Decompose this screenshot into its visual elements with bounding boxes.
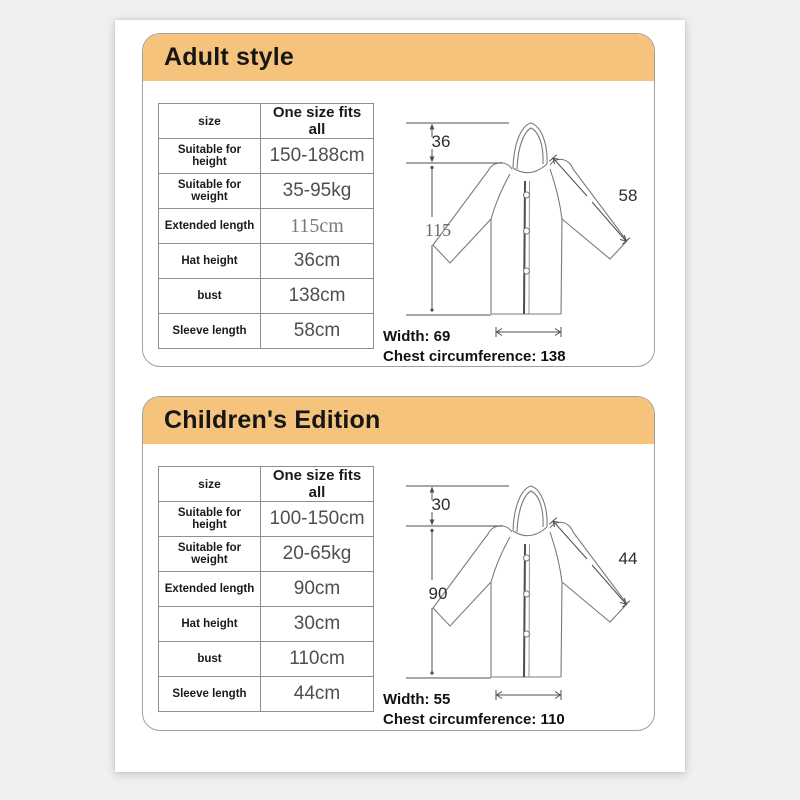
row-value: 90cm	[261, 572, 374, 607]
table-row	[159, 139, 374, 174]
table-row	[159, 279, 374, 314]
button	[524, 192, 530, 198]
button	[524, 591, 530, 597]
section-children	[142, 396, 655, 731]
size-header-value: One size fits all	[261, 104, 374, 139]
adult-section-header	[143, 34, 654, 81]
row-value: 35-95kg	[261, 174, 374, 209]
button	[524, 631, 530, 637]
sleeve-length-value: 44	[618, 549, 638, 568]
table-row	[159, 467, 374, 502]
hood-height-value: 36	[431, 132, 451, 151]
table-row	[159, 642, 374, 677]
row-value: 58cm	[261, 314, 374, 349]
row-label: Suitable for weight	[159, 174, 261, 209]
row-value: 20-65kg	[261, 537, 374, 572]
chest-circumference-label: Chest circumference: 138	[383, 348, 566, 365]
left-sleeve	[433, 163, 512, 263]
size-header-label: size	[159, 104, 261, 139]
button	[524, 268, 530, 274]
sleeve-length-value: 58	[618, 186, 638, 205]
size-header-label: size	[159, 467, 261, 502]
size-header-value: One size fits all	[261, 467, 374, 502]
width-label: Width: 55	[383, 691, 451, 708]
adult-size-table	[158, 103, 374, 349]
raincoat-drawing	[433, 486, 627, 677]
children-raincoat-diagram	[373, 458, 653, 731]
row-label: Hat height	[159, 244, 261, 279]
button	[524, 555, 530, 561]
coat-length-value: 90	[428, 584, 448, 603]
children-size-table	[158, 466, 374, 712]
coat-length-value: 115	[424, 220, 452, 240]
row-label: Suitable for weight	[159, 537, 261, 572]
row-value: 138cm	[261, 279, 374, 314]
adult-section-body	[143, 81, 654, 366]
row-label: Extended length	[159, 209, 261, 244]
raincoat-drawing	[433, 123, 627, 314]
placket-edge-line	[529, 181, 530, 314]
hood-inner-line	[517, 128, 543, 169]
row-value: 150-188cm	[261, 139, 374, 174]
chest-circumference-label: Chest circumference: 110	[383, 711, 565, 728]
table-row	[159, 677, 374, 712]
collar-line	[513, 164, 547, 173]
placket-edge-line	[529, 544, 530, 677]
row-label: Suitable for height	[159, 502, 261, 537]
row-label: Hat height	[159, 607, 261, 642]
row-value: 36cm	[261, 244, 374, 279]
hood-height-value: 30	[431, 495, 451, 514]
children-section-title: Children's Edition	[164, 406, 381, 434]
table-row	[159, 104, 374, 139]
collar-line	[513, 527, 547, 536]
button	[524, 228, 530, 234]
row-value: 110cm	[261, 642, 374, 677]
placket-line	[524, 544, 525, 677]
row-value: 100-150cm	[261, 502, 374, 537]
left-sleeve	[433, 526, 512, 626]
row-label: Suitable for height	[159, 139, 261, 174]
left-body-edge	[491, 174, 510, 314]
row-label: Sleeve length	[159, 314, 261, 349]
table-row	[159, 537, 374, 572]
table-row	[159, 572, 374, 607]
section-adult	[142, 33, 655, 367]
row-value: 30cm	[261, 607, 374, 642]
row-label: Extended length	[159, 572, 261, 607]
table-row	[159, 607, 374, 642]
left-body-edge	[491, 537, 510, 677]
row-label: bust	[159, 279, 261, 314]
row-label: bust	[159, 642, 261, 677]
table-row	[159, 209, 374, 244]
adult-raincoat-diagram	[373, 95, 653, 367]
row-value: 44cm	[261, 677, 374, 712]
children-section-body	[143, 444, 654, 730]
table-row	[159, 244, 374, 279]
product-size-sheet	[115, 20, 685, 772]
hood-inner-line	[517, 491, 543, 532]
adult-section-title: Adult style	[164, 43, 294, 71]
row-label: Sleeve length	[159, 677, 261, 712]
row-value: 115cm	[261, 209, 374, 244]
placket-line	[524, 181, 525, 314]
right-body-edge	[550, 532, 562, 677]
children-section-header	[143, 397, 654, 444]
table-row	[159, 174, 374, 209]
width-label: Width: 69	[383, 328, 451, 345]
table-row	[159, 314, 374, 349]
table-row	[159, 502, 374, 537]
right-body-edge	[550, 169, 562, 314]
